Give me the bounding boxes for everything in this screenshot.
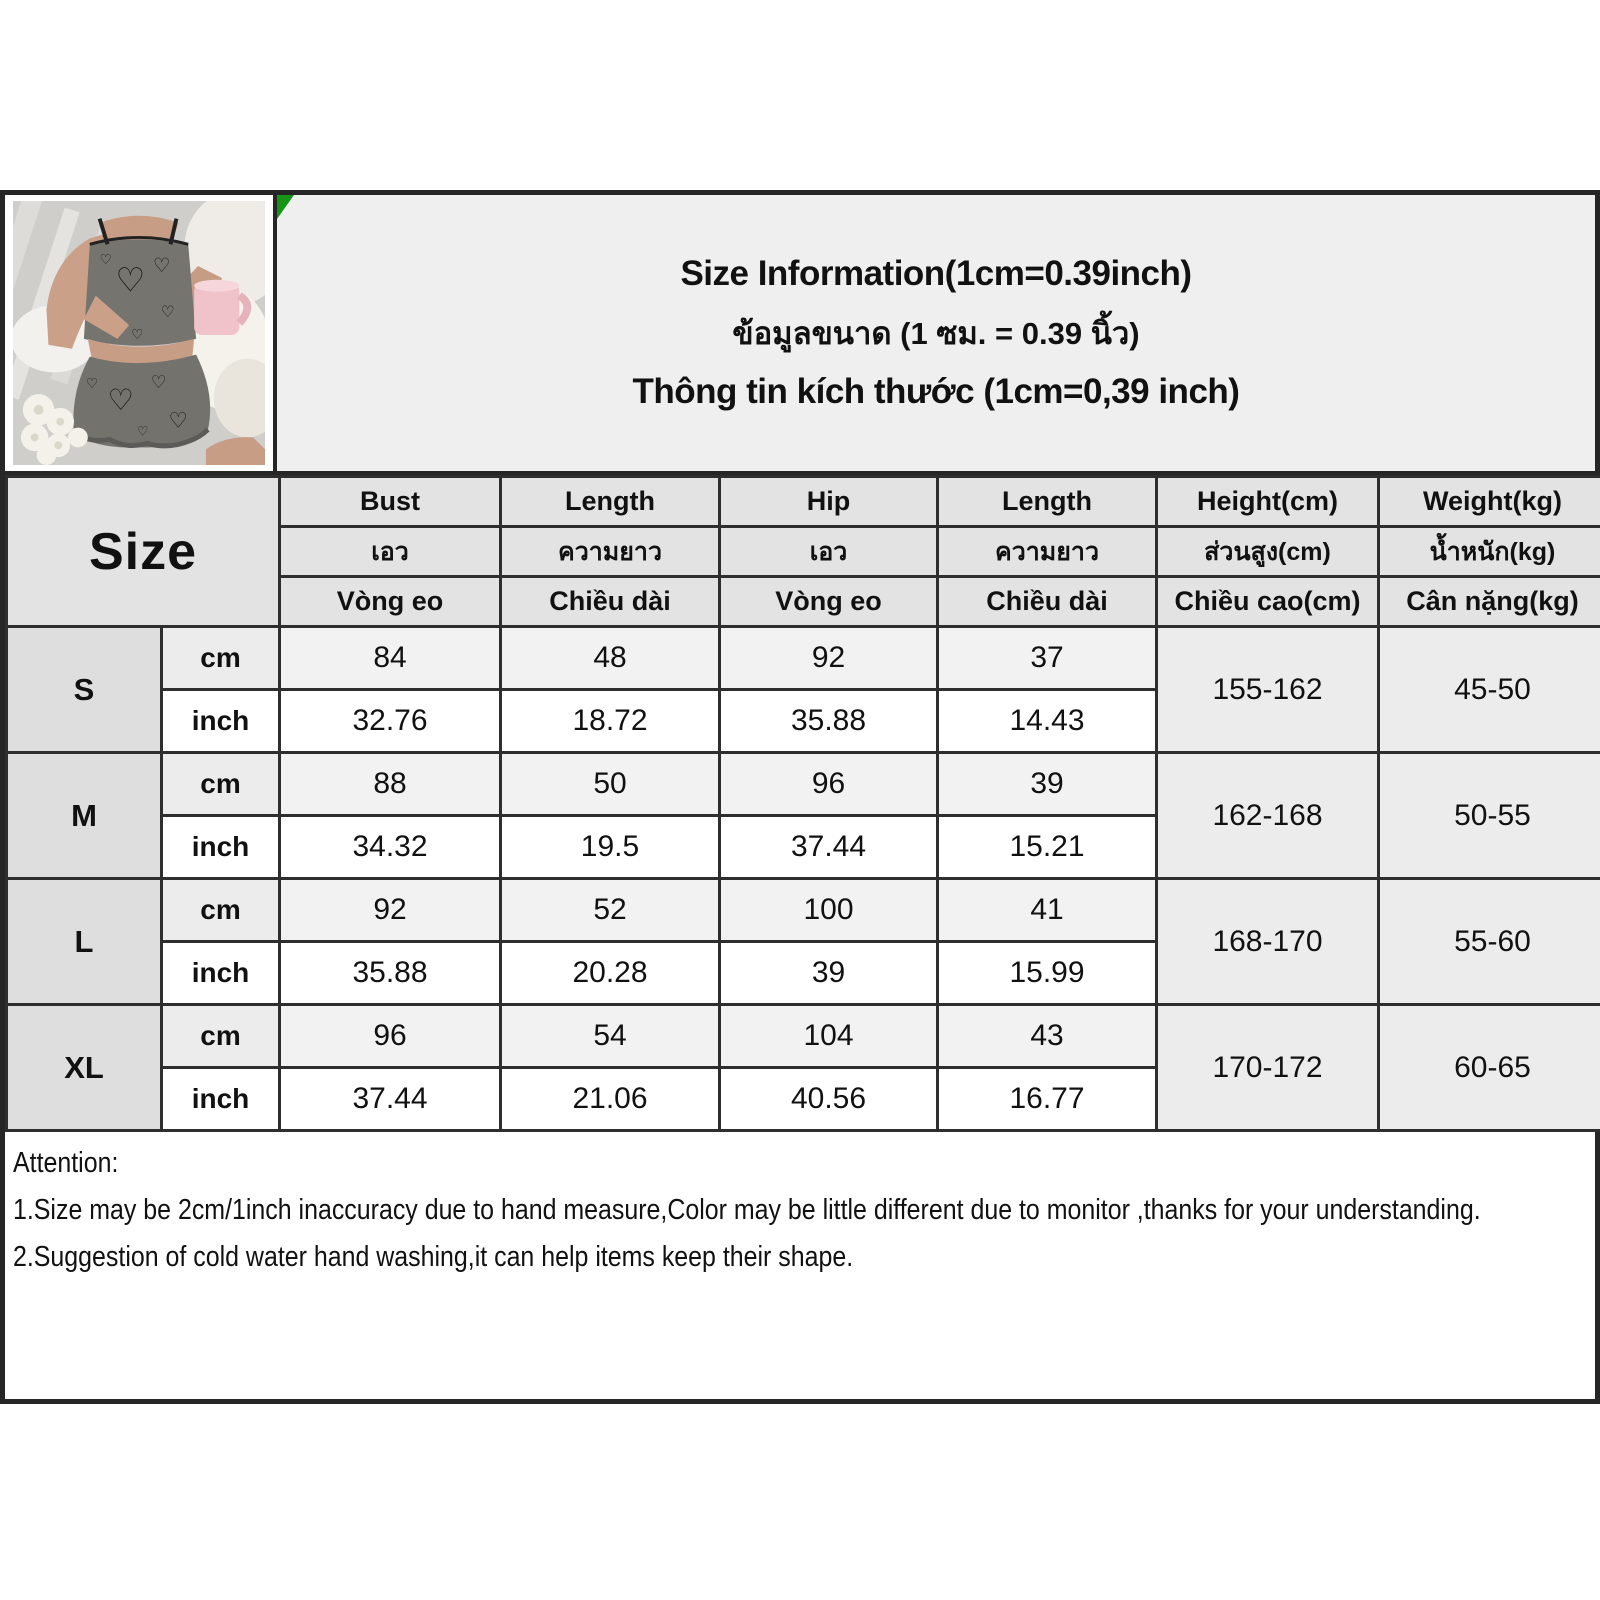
cell-m-length-cm: 50	[501, 753, 720, 816]
unit-inch: inch	[162, 816, 280, 879]
cell-m-weight: 50-55	[1379, 753, 1600, 879]
col-header-weight-th: น้ำหนัก(kg)	[1379, 527, 1600, 577]
attention-heading: Attention:	[13, 1147, 119, 1179]
cell-xl-length-cm: 54	[501, 1005, 720, 1068]
unit-inch: inch	[162, 942, 280, 1005]
col-header-length2-vi: Chiều dài	[938, 577, 1157, 627]
cell-xl-hip-inch: 40.56	[720, 1068, 938, 1131]
title-block	[277, 195, 1595, 471]
cell-s-length-cm: 48	[501, 627, 720, 690]
svg-text:♡: ♡	[115, 260, 146, 300]
col-header-hip-th: เอว	[720, 527, 938, 577]
cell-s-weight: 45-50	[1379, 627, 1600, 753]
cell-xl-hip-cm: 104	[720, 1005, 938, 1068]
svg-text:♡: ♡	[137, 424, 149, 440]
cell-s-hip-inch: 35.88	[720, 690, 938, 753]
svg-text:♡: ♡	[85, 376, 99, 393]
cell-s-bust-cm: 84	[280, 627, 501, 690]
cell-m-hip-inch: 37.44	[720, 816, 938, 879]
col-header-height-en: Height(cm)	[1157, 477, 1379, 527]
attention-line-1: 1.Size may be 2cm/1inch inaccuracy due to hand measure,Color may be little different due to monitor ,thanks for your understanding.	[13, 1193, 1481, 1226]
unit-cm: cm	[162, 879, 280, 942]
table-row-xl-cm	[7, 1005, 1600, 1068]
svg-text:♡: ♡	[99, 252, 112, 269]
attention-line-2: 2.Suggestion of cold water hand washing,it can help items keep their shape.	[13, 1240, 854, 1273]
attention-note	[5, 1132, 1595, 1281]
cell-l-height: 168-170	[1157, 879, 1379, 1005]
col-header-hip-vi: Vòng eo	[720, 577, 938, 627]
pajama-product-illustration	[13, 201, 265, 465]
col-header-height-vi: Chiều cao(cm)	[1157, 577, 1379, 627]
cell-m-bust-inch: 34.32	[280, 816, 501, 879]
svg-text:♡: ♡	[107, 382, 134, 417]
size-table	[5, 475, 1600, 1132]
svg-text:♡: ♡	[131, 326, 144, 343]
col-header-hip-en: Hip	[720, 477, 938, 527]
cell-xl-height: 170-172	[1157, 1005, 1379, 1131]
svg-text:♡: ♡	[152, 253, 171, 277]
cell-l-length-inch: 20.28	[501, 942, 720, 1005]
cell-l-bust-cm: 92	[280, 879, 501, 942]
unit-inch: inch	[162, 1068, 280, 1131]
cell-s-hip-cm: 92	[720, 627, 938, 690]
size-label-l: L	[7, 879, 162, 1005]
cell-m-height: 162-168	[1157, 753, 1379, 879]
product-photo	[5, 195, 277, 471]
cell-l-length2-inch: 15.99	[938, 942, 1157, 1005]
cell-m-length-inch: 19.5	[501, 816, 720, 879]
col-header-bust-vi: Vòng eo	[280, 577, 501, 627]
cell-s-height: 155-162	[1157, 627, 1379, 753]
col-header-length-th: ความยาว	[501, 527, 720, 577]
cell-m-length2-cm: 39	[938, 753, 1157, 816]
cell-xl-weight: 60-65	[1379, 1005, 1600, 1131]
col-header-height-th: ส่วนสูง(cm)	[1157, 527, 1379, 577]
corner-marker-icon	[277, 195, 294, 219]
cell-l-weight: 55-60	[1379, 879, 1600, 1005]
size-chart-sheet	[0, 190, 1600, 1404]
unit-cm: cm	[162, 627, 280, 690]
svg-text:♡: ♡	[150, 373, 167, 394]
col-header-length-en: Length	[501, 477, 720, 527]
cell-m-bust-cm: 88	[280, 753, 501, 816]
cell-xl-bust-cm: 96	[280, 1005, 501, 1068]
cell-l-hip-cm: 100	[720, 879, 938, 942]
col-header-weight-vi: Cân nặng(kg)	[1379, 577, 1600, 627]
svg-text:♡: ♡	[168, 408, 188, 434]
cell-xl-length2-inch: 16.77	[938, 1068, 1157, 1131]
cell-m-hip-cm: 96	[720, 753, 938, 816]
size-label-m: M	[7, 753, 162, 879]
unit-cm: cm	[162, 753, 280, 816]
cell-xl-bust-inch: 37.44	[280, 1068, 501, 1131]
title-thai: ข้อมูลขนาด (1 ซม. = 0.39 นิ้ว)	[732, 316, 1140, 351]
cell-s-length2-cm: 37	[938, 627, 1157, 690]
size-label-s: S	[7, 627, 162, 753]
cell-s-length2-inch: 14.43	[938, 690, 1157, 753]
header-row	[5, 195, 1595, 475]
size-column-header: Size	[7, 477, 280, 627]
cell-s-bust-inch: 32.76	[280, 690, 501, 753]
col-header-length-vi: Chiều dài	[501, 577, 720, 627]
cell-xl-length2-cm: 43	[938, 1005, 1157, 1068]
unit-cm: cm	[162, 1005, 280, 1068]
size-label-xl: XL	[7, 1005, 162, 1131]
title-english: Size Information(1cm=0.39inch)	[680, 254, 1192, 293]
col-header-bust-en: Bust	[280, 477, 501, 527]
cell-s-length-inch: 18.72	[501, 690, 720, 753]
table-row-s-cm	[7, 627, 1600, 690]
cell-l-length-cm: 52	[501, 879, 720, 942]
col-header-length2-th: ความยาว	[938, 527, 1157, 577]
svg-text:♡: ♡	[160, 302, 175, 322]
col-header-weight-en: Weight(kg)	[1379, 477, 1600, 527]
cell-l-bust-inch: 35.88	[280, 942, 501, 1005]
cell-xl-length-inch: 21.06	[501, 1068, 720, 1131]
table-row-l-cm	[7, 879, 1600, 942]
col-header-bust-th: เอว	[280, 527, 501, 577]
col-header-length2-en: Length	[938, 477, 1157, 527]
unit-inch: inch	[162, 690, 280, 753]
cell-m-length2-inch: 15.21	[938, 816, 1157, 879]
cell-l-hip-inch: 39	[720, 942, 938, 1005]
table-row-m-cm	[7, 753, 1600, 816]
title-vietnamese: Thông tin kích thước (1cm=0,39 inch)	[632, 372, 1240, 411]
cell-l-length2-cm: 41	[938, 879, 1157, 942]
